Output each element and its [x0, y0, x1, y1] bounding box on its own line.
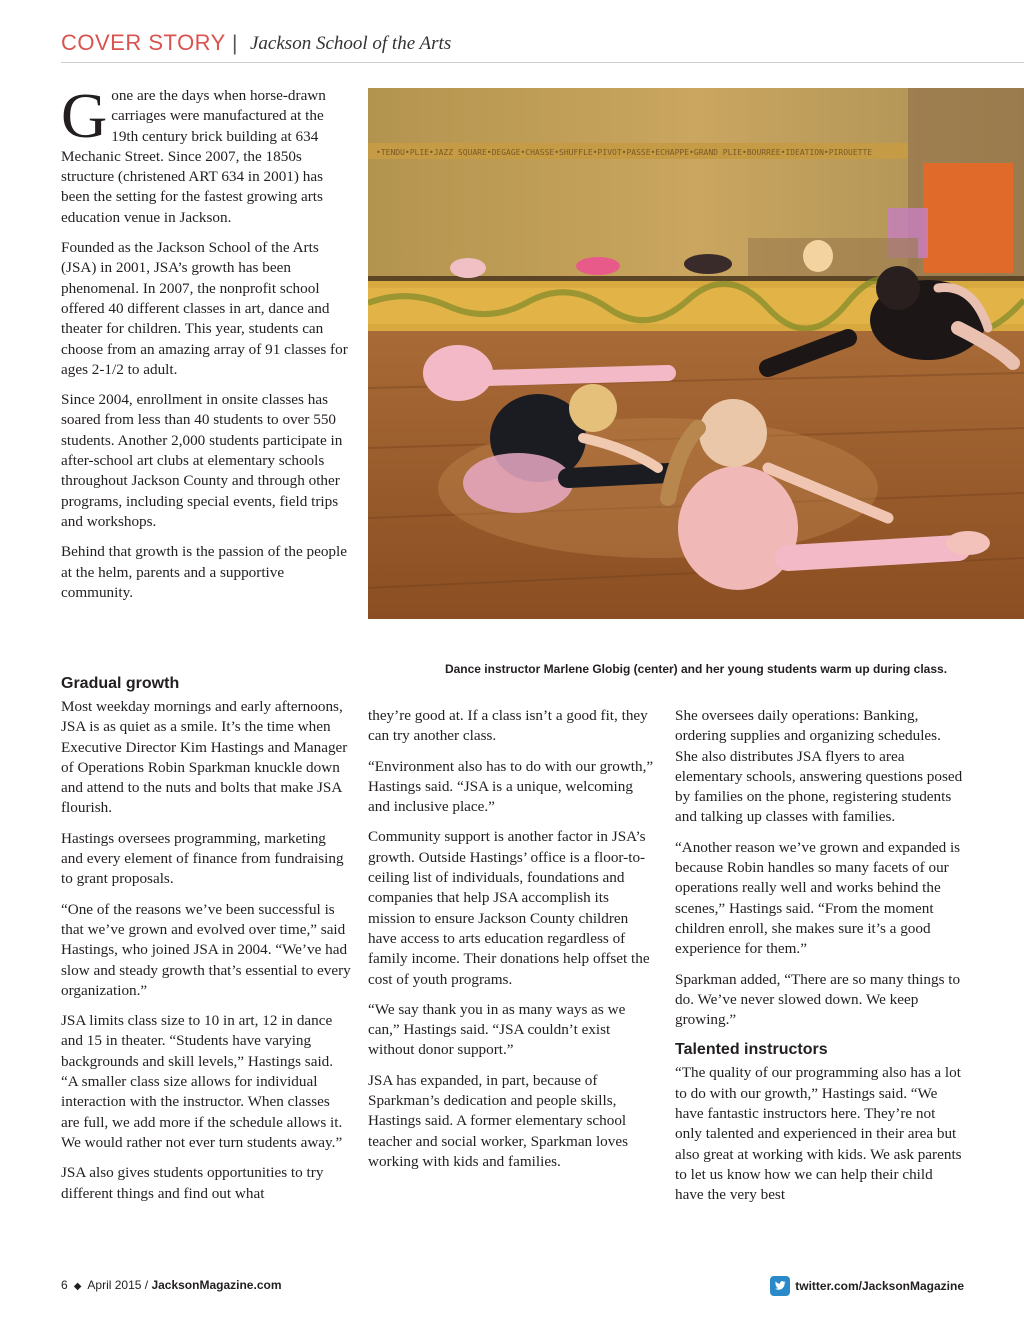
twitter-handle[interactable]: [770, 1275, 964, 1297]
article-title: Jackson School of the Arts: [250, 33, 452, 54]
issue-date: April 2015 /: [87, 1278, 152, 1292]
paragraph-expanded: JSA has expanded, in part, because of Sparkman’s dedication and people skills, Hastings said. A former elementary school teacher and social worker, Sparkman loves working with kids and families.: [368, 1071, 629, 1170]
photo-caption: Dance instructor Marlene Globig (center) and her young students warm up during class.: [444, 662, 948, 676]
paragraph-reasons: “One of the reasons we’ve been successful is that we’ve grown and evolved over time,” said Hastings, who joined JSA in 2004. “We’ve had slow and steady growth that’s essential to every organization.”: [61, 900, 351, 999]
column-2: [368, 706, 658, 1182]
subhead-gradual-growth: Gradual growth: [61, 675, 180, 692]
paragraph-another-reason: “Another reason we’ve grown and expanded is because Robin handles so many facets of our operations really well and works behind the scenes,” Hastings said. “From the moment children enroll, she makes sure it’s a good experience for them.”: [675, 838, 961, 958]
twitter-handle-text: twitter.com/JacksonMagazine: [795, 1279, 964, 1293]
paragraph-opportunities: JSA also gives students opportunities to try different things and find out what: [61, 1164, 324, 1202]
column-3: [675, 706, 965, 1216]
column-1-top: [61, 80, 351, 613]
paragraph-weekday: Most weekday mornings and early afternoons, JSA is as quiet as a smile. It’s the time when Executive Director Kim Hastings and Manager of Operations Robin Sparkman knuckle down and attend to the nuts and bolts that make JSA flourish.: [61, 698, 348, 817]
header-rule: [61, 62, 1024, 63]
column-1-bottom: [61, 675, 351, 1214]
diamond-icon: ◆: [73, 1281, 82, 1292]
paragraph-quality: “The quality of our programming also has a lot to do with our growth,” Hastings said. “We have fantastic instructors here. They’re not only talented and experienced in their area but also great at working with kids. We ask parents to let us know how we can help their child have the very best: [675, 1064, 962, 1204]
intro-paragraph: [61, 80, 351, 228]
twitter-icon: [770, 1276, 790, 1296]
paragraph-passion: Behind that growth is the passion of the people at the helm, parents and a supportive community.: [61, 543, 347, 601]
footer-folio: [61, 1278, 282, 1292]
page-header: [61, 28, 1024, 62]
intro-text: one are the days when horse-drawn carriages were manufactured at the 19th century brick building at 634 Mechanic Street. Since 2007, the 1850s structure (christened ART 634 in 2001) has been the setting for the fastest growing arts education venue in Jackson.: [61, 87, 326, 226]
paragraph-she-oversees: She oversees daily operations: Banking, ordering supplies and organizing schedules. She also distributes JSA flyers to area elementary schools, answering questions posed by families on the phone, registering students and talking up classes with families.: [675, 707, 963, 826]
paragraph-thank-you: “We say thank you in as many ways as we can,” Hastings said. “JSA couldn’t exist without donor support.”: [368, 1000, 626, 1059]
website-link[interactable]: JacksonMagazine.com: [151, 1278, 282, 1292]
section-tag: COVER STORY: [61, 30, 226, 55]
paragraph-good-at: they’re good at. If a class isn’t a good fit, they can try another class.: [368, 707, 648, 745]
header-separator: |: [232, 32, 238, 55]
paragraph-class-size: JSA limits class size to 10 in art, 12 in dance and 15 in theater. “Students have varying backgrounds and skill levels,” Hastings said. “A smaller class size allows for individual interaction with the instructor. When classes are full, we add more if the schedule allows it. We would rather not ever turn students away.”: [61, 1012, 343, 1151]
dance-class-illustration: [368, 88, 1024, 619]
mirror-text: •TENDU•PLIE•JAZZ SQUARE•DEGAGE•CHASSE•SHUFFLE•PIVOT•PASSE•ECHAPPE•GRAND PLIE•BOURREE•IDEATION•PIROUETTE: [376, 148, 873, 157]
paragraph-environment: “Environment also has to do with our growth,” Hastings said. “JSA is a unique, welcoming and inclusive place.”: [368, 757, 654, 816]
paragraph-enrollment: Since 2004, enrollment in onsite classes has soared from less than 40 students to over 550 students. Another 2,000 students participate in after-school art clubs at elementary schools throughout Jackson County and through other programs, including special events, field trips and workshops.: [61, 391, 343, 530]
paragraph-sparkman-added: Sparkman added, “There are so many things to do. We’ve never slowed down. We keep growing.”: [675, 970, 961, 1029]
paragraph-hastings-oversees: Hastings oversees programming, marketing and every element of finance from fundraising to grant proposals.: [61, 829, 344, 888]
paragraph-community: Community support is another factor in JSA’s growth. Outside Hastings’ office is a floor-to-ceiling list of individuals, foundations and companies that help JSA accomplish its mission to ensure Jackson County children have access to arts education regardless of family income. Their donations help offset the cost of youth programs.: [368, 828, 650, 988]
subhead-talented-instructors: Talented instructors: [675, 1041, 828, 1059]
paragraph-founded: Founded as the Jackson School of the Arts (JSA) in 2001, JSA’s growth has been phenomenal. In 2007, the nonprofit school offered 40 different classes in art, dance and theater for children. This year, students can choose from an amazing array of 91 classes for ages 2-1/2 to adult.: [61, 239, 348, 378]
page-number: 6: [61, 1278, 68, 1292]
dance-class-photo: [368, 88, 1024, 619]
drop-cap: G: [61, 80, 108, 151]
